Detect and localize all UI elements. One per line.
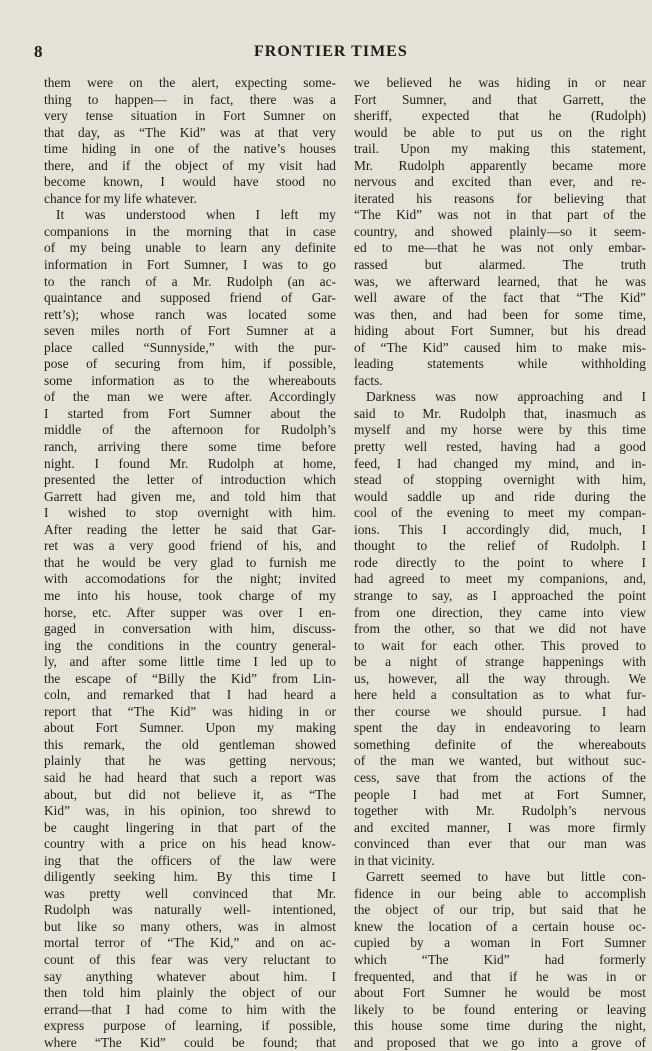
text-line: cess, save that from the actions of the — [354, 769, 646, 785]
text-line: coln, and remarked that I had heard a — [44, 687, 336, 703]
text-line: was pretty well convinced that Mr. — [44, 885, 336, 901]
text-line: country, and showed plainly—so it seem- — [354, 223, 646, 239]
text-line: there, and if the object of my visit had — [44, 157, 336, 173]
text-line: Darkness was now approaching and I — [366, 389, 646, 405]
text-line: strange to say, as I approached the point — [354, 587, 646, 603]
text-line: presented the letter of introduction which — [44, 472, 336, 488]
text-line: sheriff, expected that he (Rudolph) — [354, 108, 646, 124]
text-line: likely to be found entering or leaving — [354, 1001, 646, 1017]
text-line: stead of stopping overnight with him, — [354, 472, 646, 488]
text-line: feed, I had changed my mind, and in- — [354, 455, 646, 471]
text-line: was then, and had been for some time, — [354, 306, 646, 322]
text-line: become known, I would have stood no — [44, 174, 336, 190]
text-line: rode directly to the point to where I — [354, 554, 646, 570]
text-line: something definite of the whereabouts — [354, 736, 646, 752]
text-line: with accomodations for the night; invited — [44, 571, 336, 587]
text-line: would be able to put us on the right — [354, 124, 646, 140]
text-line: plainly that he was getting nervous; — [44, 753, 336, 769]
text-line: Rudolph was naturally well- intentioned, — [44, 902, 336, 918]
text-line: that he would be very glad to furnish me — [44, 554, 336, 570]
text-line: would saddle up and ride during the — [354, 488, 646, 504]
text-line: very tense situation in Fort Sumner on — [44, 108, 336, 124]
text-line: about, but did not believe it, as “The — [44, 786, 336, 802]
text-line: said he had heard that such a report was — [44, 769, 336, 785]
right-text-column — [354, 75, 646, 1051]
text-line: thought to the relief of Rudolph. I — [354, 538, 646, 554]
text-line: mortal terror of “The Kid,” and on ac- — [44, 935, 336, 951]
page-number: 8 — [34, 42, 43, 61]
text-line: nervous and excited than ever, and re- — [354, 174, 646, 190]
text-line: rassed but alarmed. The truth — [354, 257, 646, 273]
text-line: say anything whatever about him. I — [44, 968, 336, 984]
text-line: we believed he was hiding in or near — [354, 75, 646, 90]
left-text-column — [44, 75, 336, 1051]
text-line: the object of our trip, but said that he — [354, 902, 646, 918]
text-line: this house some time during the night, — [354, 1018, 646, 1034]
text-line: seven miles north of Fort Sumner at a — [44, 323, 336, 339]
text-line: be a night of strange happenings with — [354, 654, 646, 670]
text-line: ther course we should pursue. I had — [354, 703, 646, 719]
text-line: place called “Sunnyside,” with the pur- — [44, 339, 336, 355]
text-line: which “The Kid” had formerly — [354, 951, 646, 967]
text-line: of the man we were after. Accordingly — [44, 389, 336, 405]
text-line: ranch, arriving there some time before — [44, 439, 336, 455]
text-line: rett’s); whose ranch was located some — [44, 306, 336, 322]
text-line: leading statements while withholding — [354, 356, 646, 372]
text-line: chance for my life whatever. — [44, 190, 197, 206]
text-line: ions. This I accordingly did, much, I — [354, 521, 646, 537]
text-line: the escape of “Billy the Kid” from Lin- — [44, 670, 336, 686]
text-line: time hiding in one of the native’s houses — [44, 141, 336, 157]
text-line: where “The Kid” could be found; that — [44, 1034, 336, 1050]
text-line: “The Kid” was not in that part of the — [354, 207, 646, 223]
text-line: night. I found Mr. Rudolph at home, — [44, 455, 336, 471]
text-line: then told him plainly the object of our — [44, 985, 336, 1001]
text-line: and proposed that we go into a grove of — [354, 1034, 646, 1050]
text-line: After reading the letter he said that Gar- — [44, 521, 336, 537]
text-line: spent the day in endeavoring to learn — [354, 720, 646, 736]
text-line: information in Fort Sumner, I was to go — [44, 257, 336, 273]
text-line: country with a price on his head know- — [44, 836, 336, 852]
text-line: Fort Sumner, and that Garrett, the — [354, 91, 646, 107]
text-line: convinced than ever that our man was — [354, 836, 646, 852]
text-line: I started from Fort Sumner about the — [44, 405, 336, 421]
text-line: gaged in conversation with him, discuss- — [44, 621, 336, 637]
text-line: report that “The Kid” was hiding in or — [44, 703, 336, 719]
text-line: together with Mr. Rudolph’s nervous — [354, 803, 646, 819]
text-line: ed to me—that he was not only embar- — [354, 240, 646, 256]
running-title: FRONTIER TIMES — [254, 43, 408, 60]
text-line: was, we afterward learned, that he was — [354, 273, 646, 289]
text-line: Garrett seemed to have but little con- — [366, 869, 646, 885]
text-line: ing the conditions in the country general- — [44, 637, 336, 653]
text-line: It was understood when I left my — [56, 207, 336, 223]
text-line: horse, etc. After supper was over I en- — [44, 604, 336, 620]
text-line: some information as to the whereabouts — [44, 372, 336, 388]
text-line: thing to happen— in fact, there was a — [44, 91, 336, 107]
text-line: pretty well rested, having had a good — [354, 439, 646, 455]
text-line: pose of securing from him, if possible, — [44, 356, 336, 372]
text-line: cupied by a woman in Fort Sumner — [354, 935, 646, 951]
text-line: said to Mr. Rudolph that, inasmuch as — [354, 405, 646, 421]
text-line: this remark, the old gentleman showed — [44, 736, 336, 752]
text-line: ret was a very good friend of his, and — [44, 538, 336, 554]
page-header — [0, 40, 652, 64]
text-line: people I had met at Fort Sumner, — [354, 786, 646, 802]
text-line: had agreed to meet my companions, and, — [354, 571, 646, 587]
text-line: of the man we wanted, but without suc- — [354, 753, 646, 769]
text-line: about Fort Sumner. Upon my making — [44, 720, 336, 736]
text-line: that day, as “The Kid” was at that very — [44, 124, 336, 140]
text-line: and excited manner, I was more firmly — [354, 819, 646, 835]
text-line: I wished to stop overnight with him. — [44, 505, 336, 521]
text-line: of “The Kid” caused him to make mis- — [354, 339, 646, 355]
text-line: ly, and after some little time I led up to — [44, 654, 336, 670]
text-line: us, however, all the way through. We — [354, 670, 646, 686]
text-line: Garrett had given me, and told him that — [44, 488, 336, 504]
text-line: fidence in our being able to accomplish — [354, 885, 646, 901]
text-line: be caught lingering in that part of the — [44, 819, 336, 835]
text-line: but like so many others, was in almost — [44, 918, 336, 934]
text-line: Mr. Rudolph apparently became more — [354, 157, 646, 173]
text-line: companions in the morning that in case — [44, 223, 336, 239]
text-line: frequented, and that if he was in or — [354, 968, 646, 984]
text-line: ing that the officers of the law were — [44, 852, 336, 868]
text-line: of my being unable to learn any definite — [44, 240, 336, 256]
text-line: Kid” was, in his opinion, too shrewd to — [44, 803, 336, 819]
text-line: me into his house, took charge of my — [44, 587, 336, 603]
text-line: diligently seeking him. By this time I — [44, 869, 336, 885]
text-line: count of this fear was very reluctant to — [44, 951, 336, 967]
text-line: knew the location of a certain house oc- — [354, 918, 646, 934]
text-line: iterated his reasons for believing that — [354, 190, 646, 206]
text-line: myself and my horse were by this time — [354, 422, 646, 438]
text-line: to the ranch of a Mr. Rudolph (an ac- — [44, 273, 336, 289]
text-line: cool of the evening to meet my compan- — [354, 505, 646, 521]
text-line: them were on the alert, expecting some- — [44, 75, 336, 90]
text-line: to wait for each other. This proved to — [354, 637, 646, 653]
text-line: from one direction, they came into view — [354, 604, 646, 620]
text-line: errand—that I had come to him with the — [44, 1001, 336, 1017]
text-line: facts. — [354, 372, 383, 388]
text-line: from the other, so that we did not have — [354, 621, 646, 637]
text-line: here held a consultation as to what fur- — [354, 687, 646, 703]
text-line: in that vicinity. — [354, 852, 435, 868]
text-line: about Fort Sumner he would be most — [354, 985, 646, 1001]
text-line: well aware of the fact that “The Kid” — [354, 290, 646, 306]
text-line: trail. Upon my making this statement, — [354, 141, 646, 157]
text-line: hiding about Fort Sumner, but his dread — [354, 323, 646, 339]
text-line: quaintance and supposed friend of Gar- — [44, 290, 336, 306]
text-line: express purpose of learning, if possible, — [44, 1018, 336, 1034]
text-line: middle of the afternoon for Rudolph’s — [44, 422, 336, 438]
